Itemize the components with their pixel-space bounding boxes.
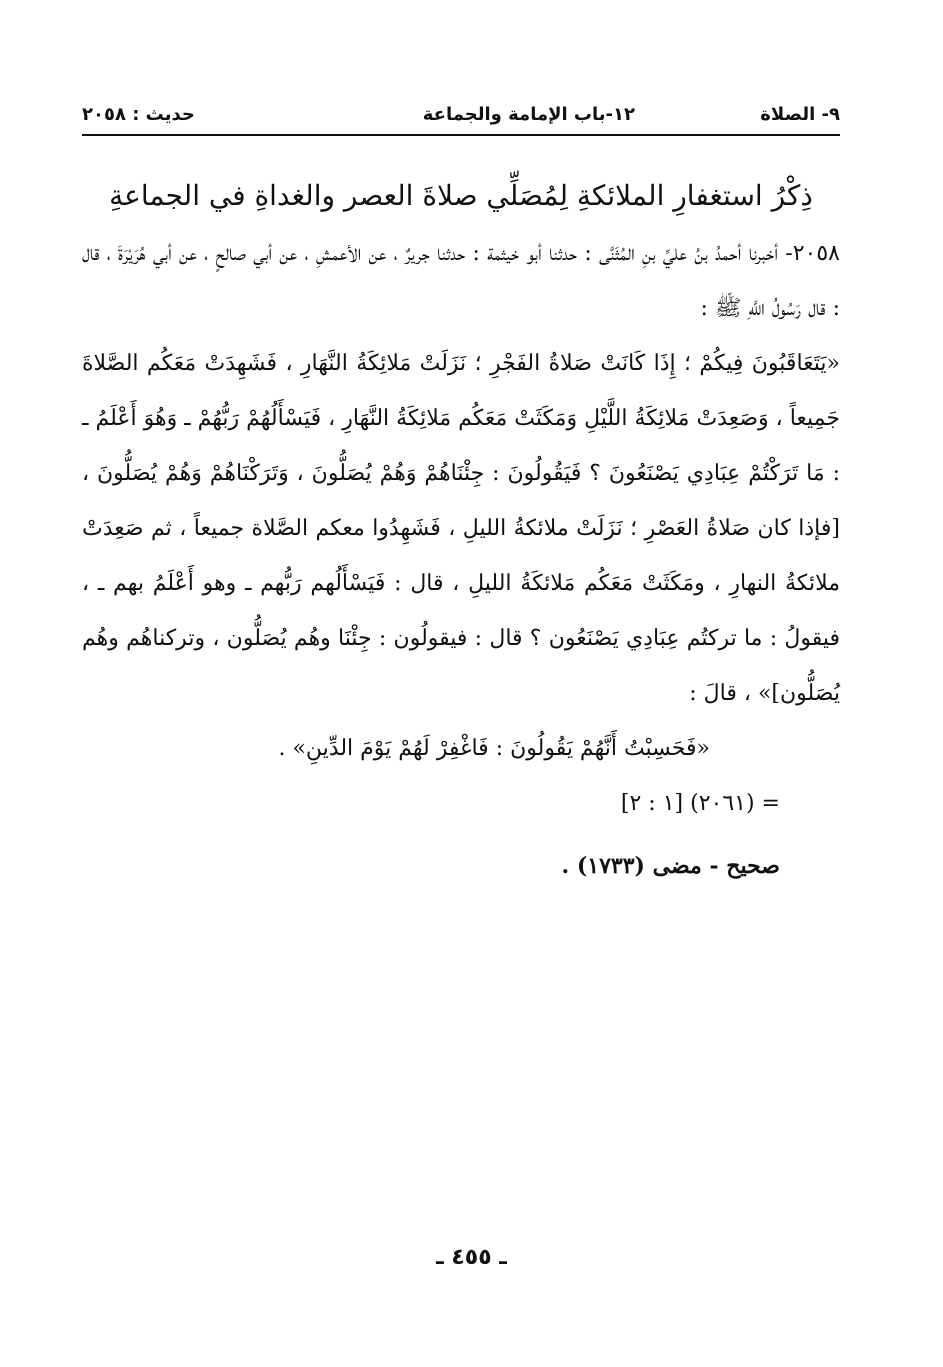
header-hadith-ref: حديث : ٢٠٥٨	[82, 104, 195, 125]
running-header	[82, 96, 840, 136]
header-section: ١٢-باب الإمامة والجماعة	[422, 104, 635, 125]
hadith-isnad: ٢٠٥٨- أخبرنا أحمدُ بنُ عليِّ بنِ المُثَنَّى : حدثنا أبو خيثمة : حدثنا جريرٌ ، عن الأعمشِ ، عن أبي صالحٍ ، عن أبي هُرَيْرَةَ ، قال : قال رَسُولُ اللَّهِ ﷺ :	[82, 241, 840, 321]
chapter-title: ذِكْرُ استغفارِ الملائكةِ لِمُصَلِّي صلاةَ العصر والغداةِ في الجماعةِ	[109, 179, 813, 212]
cross-reference: = (٢٠٦١) [١ : ٢]	[620, 791, 780, 816]
header-chapter: ٩- الصلاة	[760, 104, 840, 125]
page-body	[82, 172, 840, 894]
page-number: ـ ٤٥٥ ـ	[436, 1245, 507, 1270]
hadith-matn: «يَتَعَاقَبُونَ فِيكُمْ ؛ إِذَا كَانَتْ صَلاةُ الفَجْرِ ؛ نَزَلَتْ مَلائِكَةُ النَّهَارِ ، فَشَهِدَتْ مَعَكُم الصَّلاةَ جَمِيعاً ، وَصَعِدَتْ مَلائِكَةُ اللَّيْلِ وَمَكَثَتْ مَعَكُم مَلائِكَةُ النَّهَارِ ، فَيَسْأَلُهُمْ رَبُّهُمْ ـ وَهُوَ أَعْلَمُ ـ : مَا تَرَكْتُمْ عِبَادِي يَصْنَعُونَ ؟ فَيَقُولُونَ : جِئْنَاهُمْ وَهُمْ يُصَلُّونَ ، وَتَرَكْنَاهُمْ وَهُمْ يُصَلُّونَ ، [فإذا كان صَلاةُ العَصْرِ ؛ نَزَلَتْ ملائكةُ الليلِ ، فَشَهِدُوا معكم الصَّلاة جميعاً ، ثم صَعِدَتْ ملائكةُ النهارِ ، ومَكَثَتْ مَعَكُم مَلائكَةُ الليلِ ، قال : فَيَسْأَلُهم رَبُّهم ـ وهو أَعْلَمُ بهم ـ ، فيقولُ : ما تركتُم عِبَادِي يَصْنَعُون ؟ قال : فيقولُون : جِئْنَا وهُم يُصَلُّون ، وتركناهُم وهُم يُصَلُّون]» ، قالَ :	[82, 351, 840, 706]
hadith-closing-quote: «فَحَسِبْتُ أَنَّهُمْ يَقُولُونَ : فَاغْفِرْ لَهُمْ يَوْمَ الدِّينِ» .	[278, 736, 710, 761]
hadith-grade: صحيح - مضى (١٧٣٣) .	[561, 853, 780, 879]
header-divider	[82, 134, 840, 136]
